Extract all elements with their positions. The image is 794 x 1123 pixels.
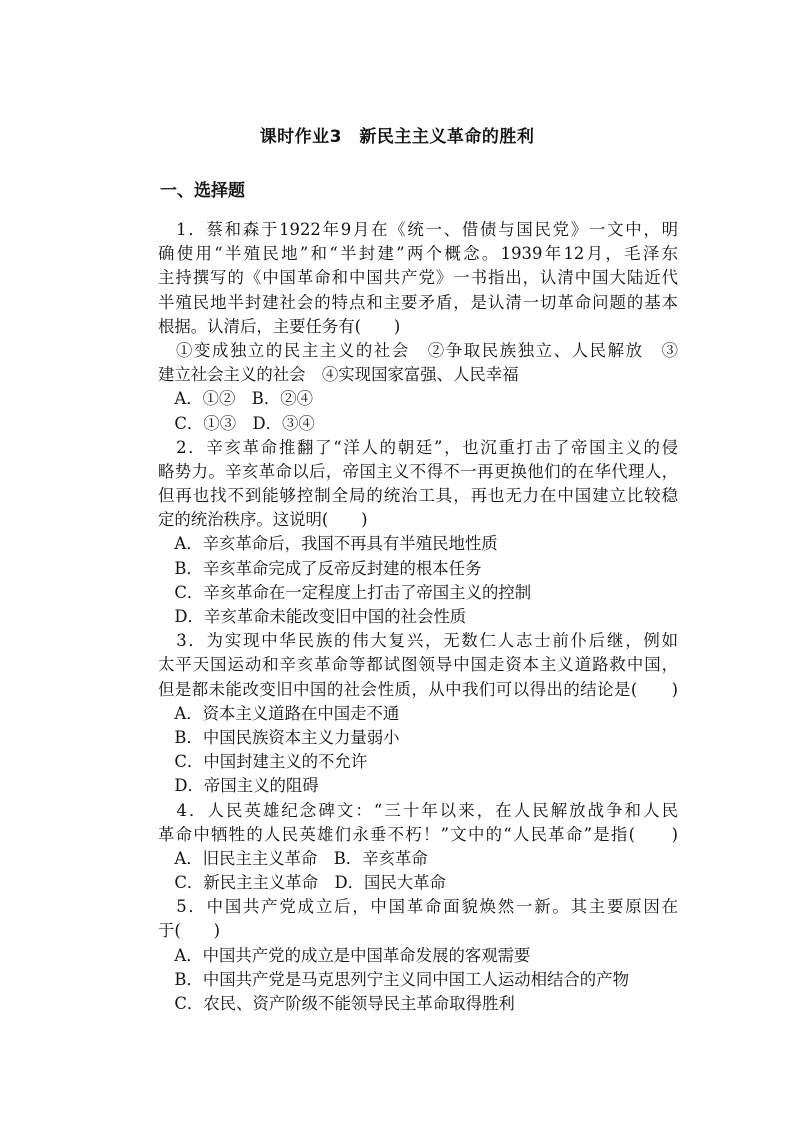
- text-line: 半殖民地半封建社会的特点和主要矛盾，是认清一切革命问题的基本: [158, 292, 678, 312]
- text-line: 2．辛亥革命推翻了“洋人的朝廷”，也沉重打击了帝国主义的侵: [158, 437, 678, 457]
- option-line: B．中国民族资本主义力量弱小: [158, 727, 400, 747]
- text-line: 于( ): [158, 921, 220, 941]
- option-line: C．辛亥革命在一定程度上打击了帝国主义的控制: [158, 582, 532, 602]
- text-line: 但再也找不到能够控制全局的统治工具，再也无力在中国建立比较稳: [158, 486, 678, 506]
- text-line: 1．蔡和森于1922年9月在《统一、借债与国民党》一文中，明: [158, 220, 678, 239]
- option-line: D．帝国主义的阻碍: [158, 776, 319, 796]
- text-line: 5．中国共产党成立后，中国革命面貌焕然一新。其主要原因在: [158, 897, 678, 917]
- text-line: 建立社会主义的社会 ④实现国家富强、人民幸福: [158, 365, 519, 385]
- option-line: C．中国封建主义的不允许: [158, 752, 368, 772]
- option-line: A．辛亥革命后，我国不再具有半殖民地性质: [158, 534, 498, 554]
- text-line: 革命中牺牲的人民英雄们永垂不朽！”文中的“人民革命”是指( ): [158, 824, 678, 844]
- text-line: 确使用“半殖民地”和“半封建”两个概念。1939年12月，毛泽东: [158, 244, 678, 264]
- option-line: D．辛亥革命未能改变旧中国的社会性质: [158, 607, 467, 626]
- text-line: 3．为实现中华民族的伟大复兴，无数仁人志士前仆后继，例如: [158, 631, 678, 651]
- option-line: A．①② B．②④: [158, 389, 314, 409]
- option-line: A．中国共产党的成立是中国革命发展的客观需要: [158, 945, 531, 965]
- text-line: ①变成独立的民主主义的社会 ②争取民族独立、人民解放 ③: [158, 340, 678, 360]
- section-heading: 一、选择题: [160, 181, 245, 201]
- text-line: 略势力。辛亥革命以后，帝国主义不得不一再更换他们的在华代理人，: [158, 461, 678, 481]
- option-line: A．旧民主主义革命 B．辛亥革命: [158, 848, 428, 868]
- text-line: 但是都未能改变旧中国的社会性质，从中我们可以得出的结论是( ): [158, 679, 678, 699]
- text-line: 太平天国运动和辛亥革命等都试图领导中国走资本主义道路救中国，: [158, 655, 678, 675]
- text-line: 根据。认清后，主要任务有( ): [158, 316, 401, 336]
- text-line: 主持撰写的《中国革命和中国共产党》一书指出，认清中国大陆近代: [158, 268, 678, 288]
- option-line: A．资本主义道路在中国走不通: [158, 703, 400, 723]
- page-title: 课时作业3 新民主主义革命的胜利: [259, 127, 535, 147]
- option-line: C．①③ D．③④: [158, 413, 315, 433]
- option-line: C．新民主主义革命 D．国民大革命: [158, 873, 446, 893]
- option-line: C．农民、资产阶级不能领导民主革命取得胜利: [158, 994, 515, 1013]
- text-line: 定的统治秩序。这说明( ): [158, 510, 368, 530]
- text-line: 4．人民英雄纪念碑文：“三十年以来，在人民解放战争和人民: [158, 800, 678, 820]
- option-line: B．中国共产党是马克思列宁主义同中国工人运动相结合的产物: [158, 969, 629, 989]
- question-body: [158, 218, 678, 1016]
- option-line: B．辛亥革命完成了反帝反封建的根本任务: [158, 558, 482, 578]
